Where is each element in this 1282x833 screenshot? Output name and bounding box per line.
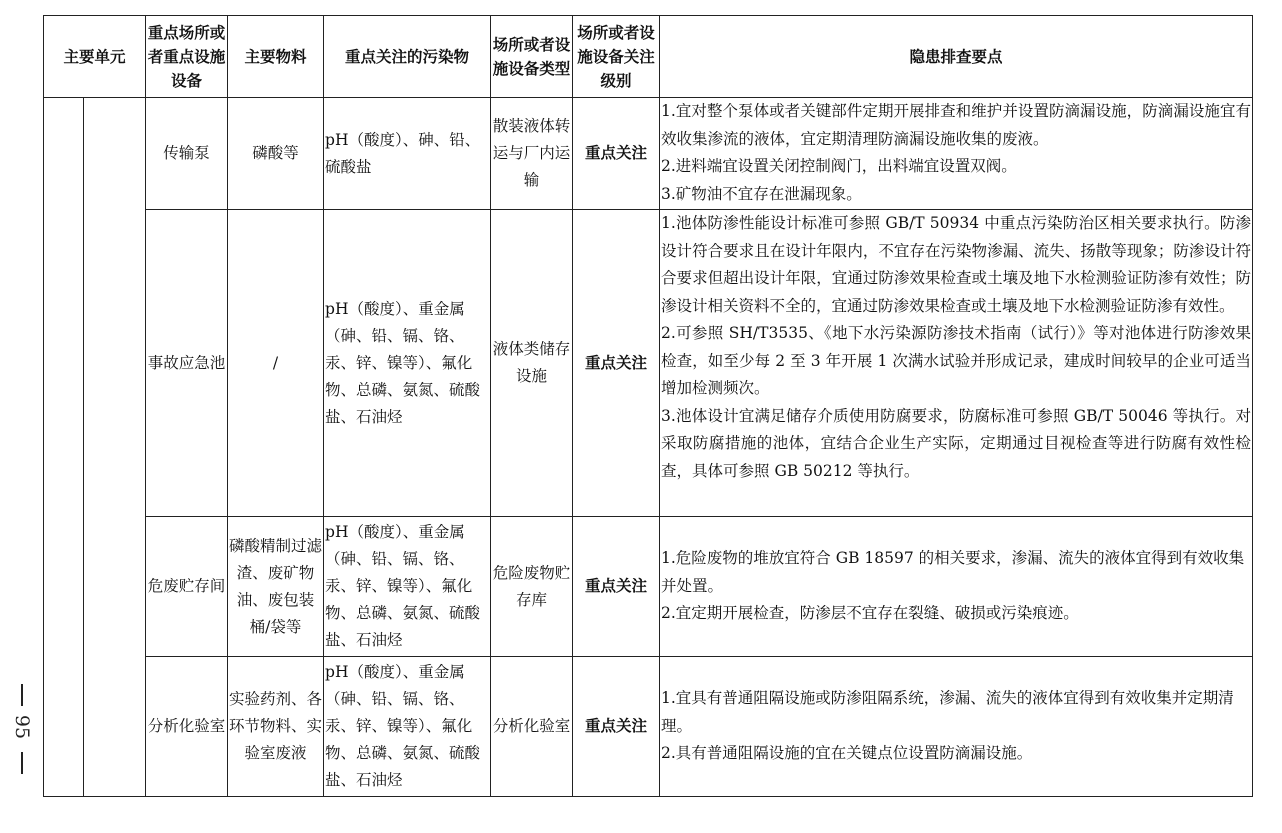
header-points: 隐患排查要点 <box>660 16 1253 98</box>
header-facility: 重点场所或者重点设施设备 <box>146 16 228 98</box>
material-cell: 磷酸等 <box>228 98 324 210</box>
facility-cell: 危废贮存间 <box>146 517 228 657</box>
header-material: 主要物料 <box>228 16 324 98</box>
material-cell: / <box>228 210 324 517</box>
type-cell: 危险废物贮存库 <box>491 517 573 657</box>
point-item: 3.池体设计宜满足储存介质使用防腐要求，防腐标准可参照 GB/T 50046 等执行。对采取防腐措施的池体，宜结合企业生产实际，定期通过目视检查等进行防腐有效性检查，具体可参照 GB 50212 等执行。 <box>661 406 1252 480</box>
points-cell <box>660 210 1253 517</box>
type-cell: 散装液体转运与厂内运输 <box>491 98 573 210</box>
page-number-text: 95 <box>11 714 33 740</box>
hazard-inspection-table <box>43 15 1253 797</box>
facility-cell: 事故应急池 <box>146 210 228 517</box>
type-cell: 分析化验室 <box>491 657 573 797</box>
point-item: 1.危险废物的堆放宜符合 GB 18597 的相关要求，渗漏、流失的液体宜得到有效收集并处置。 <box>661 549 1245 595</box>
facility-cell: 分析化验室 <box>146 657 228 797</box>
point-item: 3.矿物油不宜存在泄漏现象。 <box>661 184 862 203</box>
point-item: 1.宜具有普通阻隔设施或防渗阻隔系统，渗漏、流失的液体宜得到有效收集并定期清理。 <box>661 689 1234 735</box>
level-cell: 重点关注 <box>573 98 660 210</box>
pollutant-cell: pH（酸度）、砷、铅、硫酸盐 <box>324 98 491 210</box>
unit-cell-right <box>84 98 146 797</box>
point-item: 2.宜定期开展检查，防渗层不宜存在裂缝、破损或污染痕迹。 <box>661 604 1079 623</box>
unit-cell-left <box>44 98 84 797</box>
header-type: 场所或者设施设备类型 <box>491 16 573 98</box>
table-row <box>44 98 1253 210</box>
point-item: 1.池体防渗性能设计标准可参照 GB/T 50934 中重点污染防治区相关要求执行。防渗设计符合要求且在设计年限内，不宜存在污染物渗漏、流失、扬散等现象；防渗设计符合要求但超出设计年限，宜通过防渗效果检查或土壤及地下水检测验证防渗有效性；防渗设计相关资料不全的，宜通过防渗效果检查或土壤及地下水检测验证防渗有效性。 <box>661 214 1252 315</box>
header-unit: 主要单元 <box>44 16 146 98</box>
point-item: 2.可参照 SH/T3535、《地下水污染源防渗技术指南（试行）》等对池体进行防渗效果检查，如至少每 2 至 3 年开展 1 次满水试验并形成记录，建成时间较早的企业可适当增加检测频次。 <box>661 324 1252 397</box>
type-cell: 液体类储存设施 <box>491 210 573 517</box>
level-cell: 重点关注 <box>573 657 660 797</box>
table-row <box>44 517 1253 657</box>
level-cell: 重点关注 <box>573 210 660 517</box>
pollutant-cell: pH（酸度）、重金属（砷、铅、镉、铬、汞、锌、镍等）、氟化物、总磷、氨氮、硫酸盐、石油烃 <box>324 657 491 797</box>
point-item: 1.宜对整个泵体或者关键部件定期开展排查和维护并设置防滴漏设施，防滴漏设施宜有效收集渗流的液体，宜定期清理防滴漏设施收集的废液。 <box>661 102 1252 148</box>
pollutant-cell: pH（酸度）、重金属（砷、铅、镉、铬、汞、锌、镍等）、氟化物、总磷、氨氮、硫酸盐、石油烃 <box>324 517 491 657</box>
level-cell: 重点关注 <box>573 517 660 657</box>
table-row <box>44 210 1253 517</box>
material-cell: 实验药剂、各环节物料、实验室废液 <box>228 657 324 797</box>
point-item: 2.进料端宜设置关闭控制阀门，出料端宜设置双阀。 <box>661 157 1017 175</box>
page-number-dash-bottom <box>21 752 23 774</box>
table-row <box>44 657 1253 797</box>
pollutant-cell: pH（酸度）、重金属（砷、铅、镉、铬、汞、锌、镍等）、氟化物、总磷、氨氮、硫酸盐、石油烃 <box>324 210 491 517</box>
points-cell <box>660 98 1253 210</box>
header-pollutant: 重点关注的污染物 <box>324 16 491 98</box>
page-number <box>8 684 36 774</box>
page-number-dash-top <box>21 684 23 706</box>
material-cell: 磷酸精制过滤渣、废矿物油、废包装桶/袋等 <box>228 517 324 657</box>
header-level: 场所或者设施设备关注级别 <box>573 16 660 98</box>
facility-cell: 传输泵 <box>146 98 228 210</box>
points-cell <box>660 517 1253 657</box>
points-cell <box>660 657 1253 797</box>
point-item: 2.具有普通阻隔设施的宜在关键点位设置防滴漏设施。 <box>661 744 1033 763</box>
